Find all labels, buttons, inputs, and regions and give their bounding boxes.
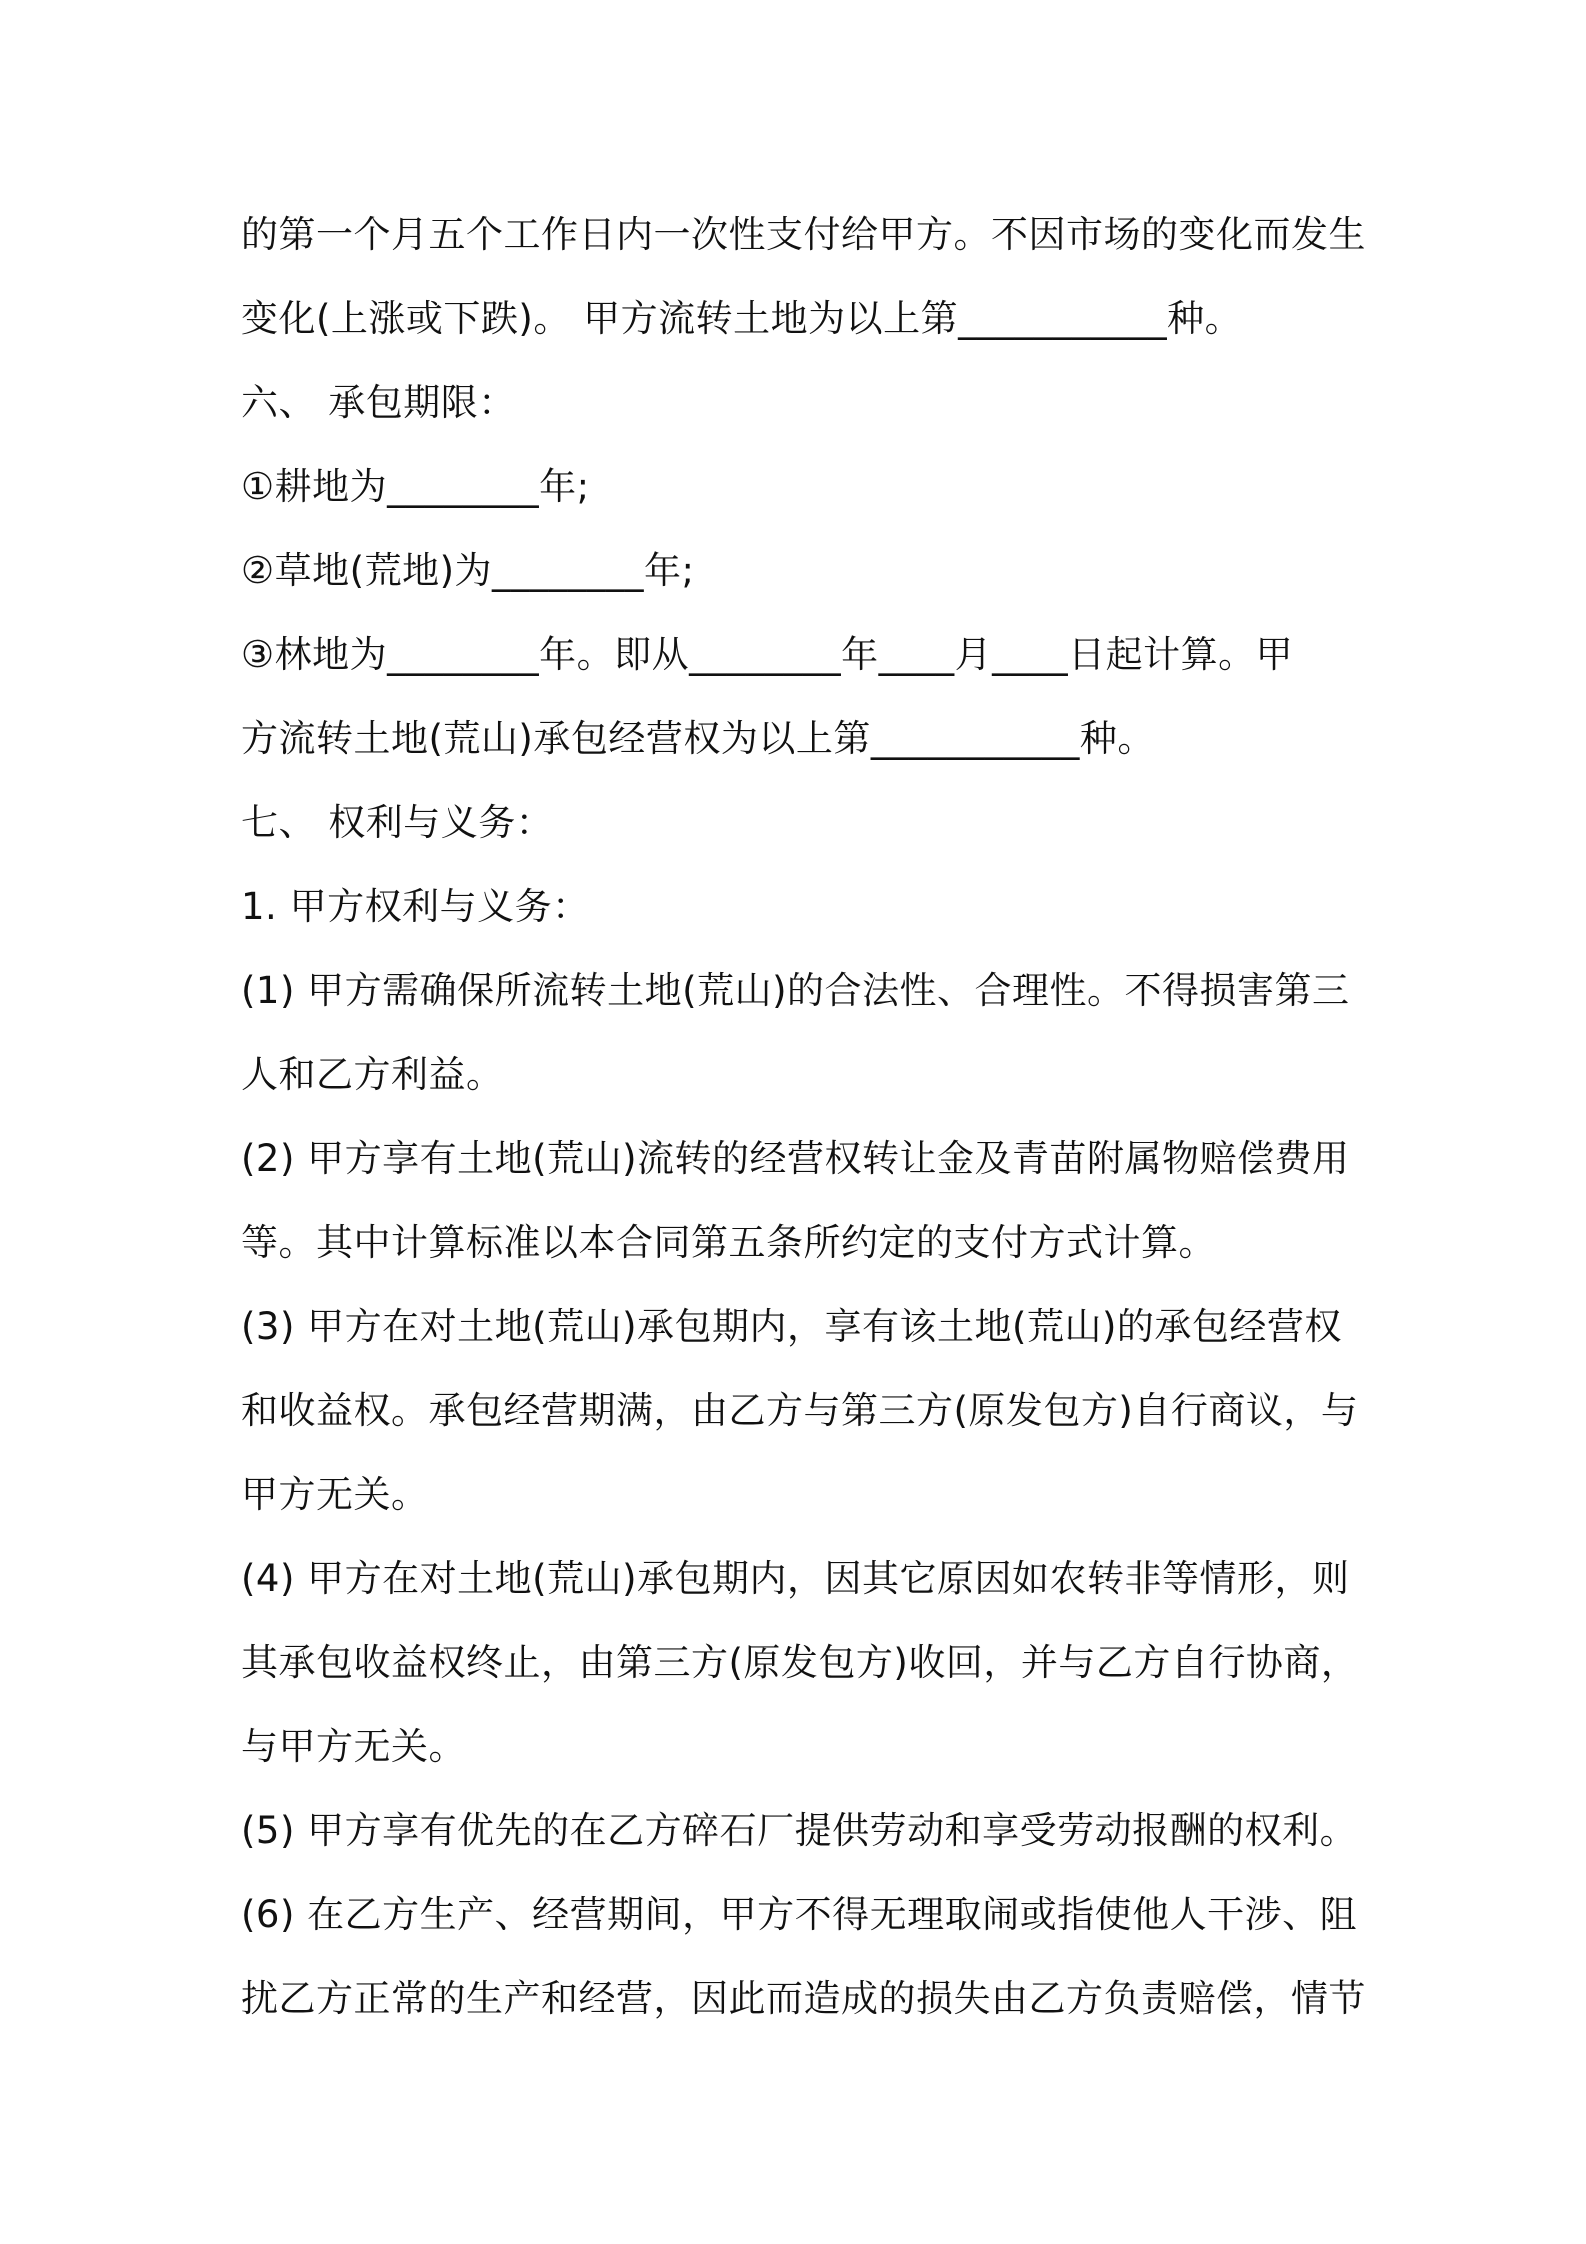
subsection-heading: 1. 甲方权利与义务： xyxy=(241,885,590,928)
text-line: ③林地为________年。即从________年____月____日起计算。甲 xyxy=(241,633,1294,676)
section-heading: 七、 权利与义务： xyxy=(241,801,554,844)
text-line: (2) 甲方享有土地(荒山)流转的经营权转让金及青苗附属物赔偿费用 xyxy=(241,1137,1350,1180)
text-line: (6) 在乙方生产、经营期间，甲方不得无理取闹或指使他人干涉、阻 xyxy=(241,1893,1358,1936)
section-heading: 六、 承包期限： xyxy=(241,381,516,424)
text-line: 的第一个月五个工作日内一次性支付给甲方。不因市场的变化而发生 xyxy=(241,213,1366,256)
text-line: 扰乙方正常的生产和经营，因此而造成的损失由乙方负责赔偿，情节 xyxy=(241,1977,1366,2020)
text-line: (5) 甲方享有优先的在乙方碎石厂提供劳动和享受劳动报酬的权利。 xyxy=(241,1809,1358,1852)
text-line: ①耕地为________年; xyxy=(241,465,590,508)
text-line: ②草地(荒地)为________年; xyxy=(241,549,695,592)
text-line: 甲方无关。 xyxy=(241,1473,429,1516)
text-line: 其承包收益权终止，由第三方(原发包方)收回，并与乙方自行协商， xyxy=(241,1641,1359,1684)
text-line: 和收益权。承包经营期满，由乙方与第三方(原发包方)自行商议，与 xyxy=(241,1389,1359,1432)
text-line: (1) 甲方需确保所流转土地(荒山)的合法性、合理性。不得损害第三 xyxy=(241,969,1350,1012)
text-line: 人和乙方利益。 xyxy=(241,1053,504,1096)
text-line: (3) 甲方在对土地(荒山)承包期内，享有该土地(荒山)的承包经营权 xyxy=(241,1305,1342,1348)
text-line: 变化(上涨或下跌)。 甲方流转土地为以上第___________种。 xyxy=(241,297,1243,340)
text-line: 方流转土地(荒山)承包经营权为以上第___________种。 xyxy=(241,717,1155,760)
text-line: 与甲方无关。 xyxy=(241,1725,466,1768)
text-line: 等。其中计算标准以本合同第五条所约定的支付方式计算。 xyxy=(241,1221,1216,1264)
text-line: (4) 甲方在对土地(荒山)承包期内，因其它原因如农转非等情形，则 xyxy=(241,1557,1350,1600)
document-body xyxy=(241,193,1366,2041)
